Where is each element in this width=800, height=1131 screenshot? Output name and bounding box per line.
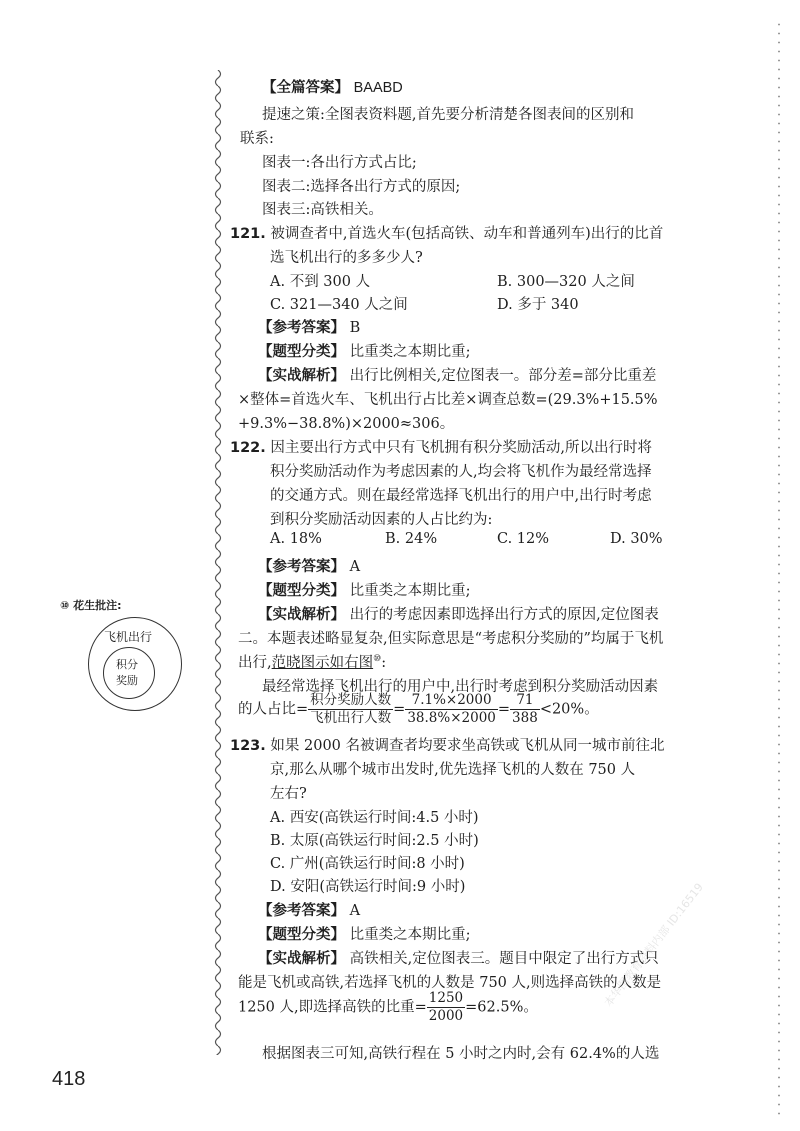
q122-option-c: C. 12% — [497, 531, 550, 547]
fraction-numerator: 积分奖励人数 — [310, 692, 392, 708]
q123-stem-line-1 — [230, 734, 665, 755]
q123-answer-line — [258, 899, 360, 920]
type-value: 比重类之本期比重; — [349, 583, 471, 599]
chart2-desc: 图表二:选择各出行方式的原因; — [262, 179, 461, 195]
fraction-rail-share — [427, 990, 465, 1025]
underlined-note: 范晓图示如右图 — [271, 655, 374, 671]
footnote-marker: ⑩ — [373, 654, 382, 665]
q123-option-b: B. 太原(高铁运行时间:2.5 小时) — [270, 833, 479, 849]
q122-number: 122. — [230, 440, 266, 456]
analysis-text: 出行比例相关,定位图表一。部分差=部分比重差 — [349, 368, 657, 384]
q121-option-a: A. 不到 300 人 — [270, 274, 371, 290]
q122-option-a: A. 18% — [270, 531, 322, 547]
answer-value: A — [349, 559, 361, 575]
analysis-text: 出行, — [238, 655, 272, 671]
strategy-line-1: 提速之策:全图表资料题,首先要分析清楚各图表间的区别和 — [262, 107, 634, 123]
q121-option-b: B. 300—320 人之间 — [497, 274, 635, 290]
answer-tag: 【参考答案】 — [258, 559, 345, 575]
fraction-denominator: 飞机出行人数 — [310, 710, 392, 726]
q122-stem-line-2: 积分奖励活动作为考虑因素的人,均会将飞机作为最经常选择 — [270, 464, 652, 480]
answer-value: A — [349, 903, 361, 919]
formula-suffix: =62.5%。 — [465, 999, 538, 1016]
q123-analysis-line-2: 能是飞机或高铁,若选择飞机的人数是 750 人,则选择高铁的人数是 — [238, 975, 662, 991]
q122-stem-line-1 — [230, 436, 652, 457]
points-circle-label-1: 积分 — [116, 658, 138, 671]
answer-value: B — [349, 320, 361, 336]
q122-stem-line-3: 的交通方式。则在最经常选择飞机出行的用户中,出行时考虑 — [270, 488, 652, 504]
type-value: 比重类之本期比重; — [349, 344, 471, 360]
q123-type-line — [258, 923, 471, 944]
q122-formula — [238, 692, 599, 727]
formula-prefix: 1250 人,即选择高铁的比重= — [238, 999, 427, 1016]
q121-stem-line-1 — [230, 222, 663, 243]
answer-tag: 【全篇答案】 — [262, 80, 349, 96]
analysis-text: 出行的考虑因素即选择出行方式的原因,定位图表 — [349, 607, 659, 623]
q123-number: 123. — [230, 738, 266, 754]
fraction-simplified — [510, 692, 540, 727]
answer-tag: 【参考答案】 — [258, 903, 345, 919]
q123-formula — [238, 990, 538, 1025]
chart1-desc: 图表一:各出行方式占比; — [262, 155, 417, 171]
page-edge-dots — [778, 20, 780, 1120]
q121-stem-text: 被调查者中,首选火车(包括高铁、动车和普通列车)出行的比首 — [270, 226, 664, 242]
points-circle-label-2: 奖励 — [116, 674, 138, 687]
q121-number: 121. — [230, 226, 266, 242]
fraction-denominator: 38.8%×2000 — [407, 710, 496, 726]
analysis-text: 高铁相关,定位图表三。题目中限定了出行方式只 — [349, 951, 659, 967]
chart3-desc: 图表三:高铁相关。 — [262, 202, 383, 218]
analysis-tag: 【实战解析】 — [258, 951, 345, 967]
equals: = — [497, 701, 511, 718]
q122-analysis-line-1 — [258, 603, 659, 624]
fraction-numerator: 1250 — [428, 990, 464, 1006]
fraction-numerator: 71 — [510, 692, 540, 710]
fraction-people — [308, 692, 393, 727]
q121-option-c: C. 321—340 人之间 — [270, 297, 408, 313]
fraction-denominator: 2000 — [428, 1008, 464, 1024]
q122-stem-text: 因主要出行方式中只有飞机拥有积分奖励活动,所以出行时将 — [270, 440, 652, 456]
q122-answer-line — [258, 555, 360, 576]
q123-last-line: 根据图表三可知,高铁行程在 5 小时之内时,会有 62.4%的人选 — [262, 1046, 660, 1062]
q122-option-d: D. 30% — [610, 531, 663, 547]
flight-circle-label: 飞机出行 — [104, 630, 153, 644]
q121-stem-line-2: 选飞机出行的多多少人? — [270, 250, 423, 266]
q121-analysis-line-1 — [258, 364, 656, 385]
q123-stem-line-3: 左右? — [270, 786, 307, 802]
q122-analysis-line-2: 二。本题表述略显复杂,但实际意思是“考虑积分奖励的”均属于飞机 — [238, 631, 664, 647]
watermark: 本华图教育资料内部 ID:16519 — [601, 880, 706, 1010]
answer-tag: 【参考答案】 — [258, 320, 345, 336]
q123-option-c: C. 广州(高铁运行时间:8 小时) — [270, 856, 465, 872]
colon: : — [381, 655, 387, 671]
q121-answer-line — [258, 316, 360, 337]
answer-value: BAABD — [353, 80, 403, 96]
analysis-tag: 【实战解析】 — [258, 368, 345, 384]
q121-type-line — [258, 340, 471, 361]
q123-stem-line-2: 京,那么从哪个城市出发时,优先选择飞机的人数在 750 人 — [270, 762, 636, 778]
type-tag: 【题型分类】 — [258, 927, 345, 943]
intro-answer-line — [262, 76, 403, 97]
fraction-numerator: 7.1%×2000 — [405, 692, 498, 710]
analysis-tag: 【实战解析】 — [258, 607, 345, 623]
type-value: 比重类之本期比重; — [349, 927, 471, 943]
q122-stem-line-4: 到积分奖励活动因素的人占比约为: — [270, 512, 493, 528]
sidenote-label: ⑩ 花生批注: — [60, 599, 122, 612]
q123-analysis-line-1 — [258, 947, 659, 968]
q123-option-a: A. 西安(高铁运行时间:4.5 小时) — [270, 810, 479, 826]
formula-suffix: <20%。 — [539, 701, 599, 718]
fraction-percent — [405, 692, 498, 727]
strategy-line-2: 联系: — [240, 131, 274, 147]
q121-analysis-line-3: +9.3%−38.8%)×2000≈306。 — [238, 416, 455, 432]
wavy-margin-line — [212, 70, 224, 1055]
fraction-denominator: 388 — [512, 710, 538, 726]
q121-option-d: D. 多于 340 — [497, 297, 579, 313]
page-number: 418 — [52, 1068, 86, 1090]
type-tag: 【题型分类】 — [258, 344, 345, 360]
q123-option-d: D. 安阳(高铁运行时间:9 小时) — [270, 879, 466, 895]
equals: = — [393, 701, 406, 718]
q123-stem-text: 如果 2000 名被调查者均要求坐高铁或飞机从同一城市前往北 — [270, 738, 665, 754]
type-tag: 【题型分类】 — [258, 583, 345, 599]
q122-option-b: B. 24% — [385, 531, 438, 547]
q122-analysis-line-3 — [238, 651, 386, 672]
q121-analysis-line-2: ×整体=首选火车、飞机出行占比差×调查总数=(29.3%+15.5% — [238, 392, 658, 408]
q122-analysis-line-4: 最经常选择飞机出行的用户中,出行时考虑到积分奖励活动因素 — [262, 679, 659, 695]
q122-type-line — [258, 579, 471, 600]
formula-prefix: 的人占比= — [238, 701, 309, 718]
